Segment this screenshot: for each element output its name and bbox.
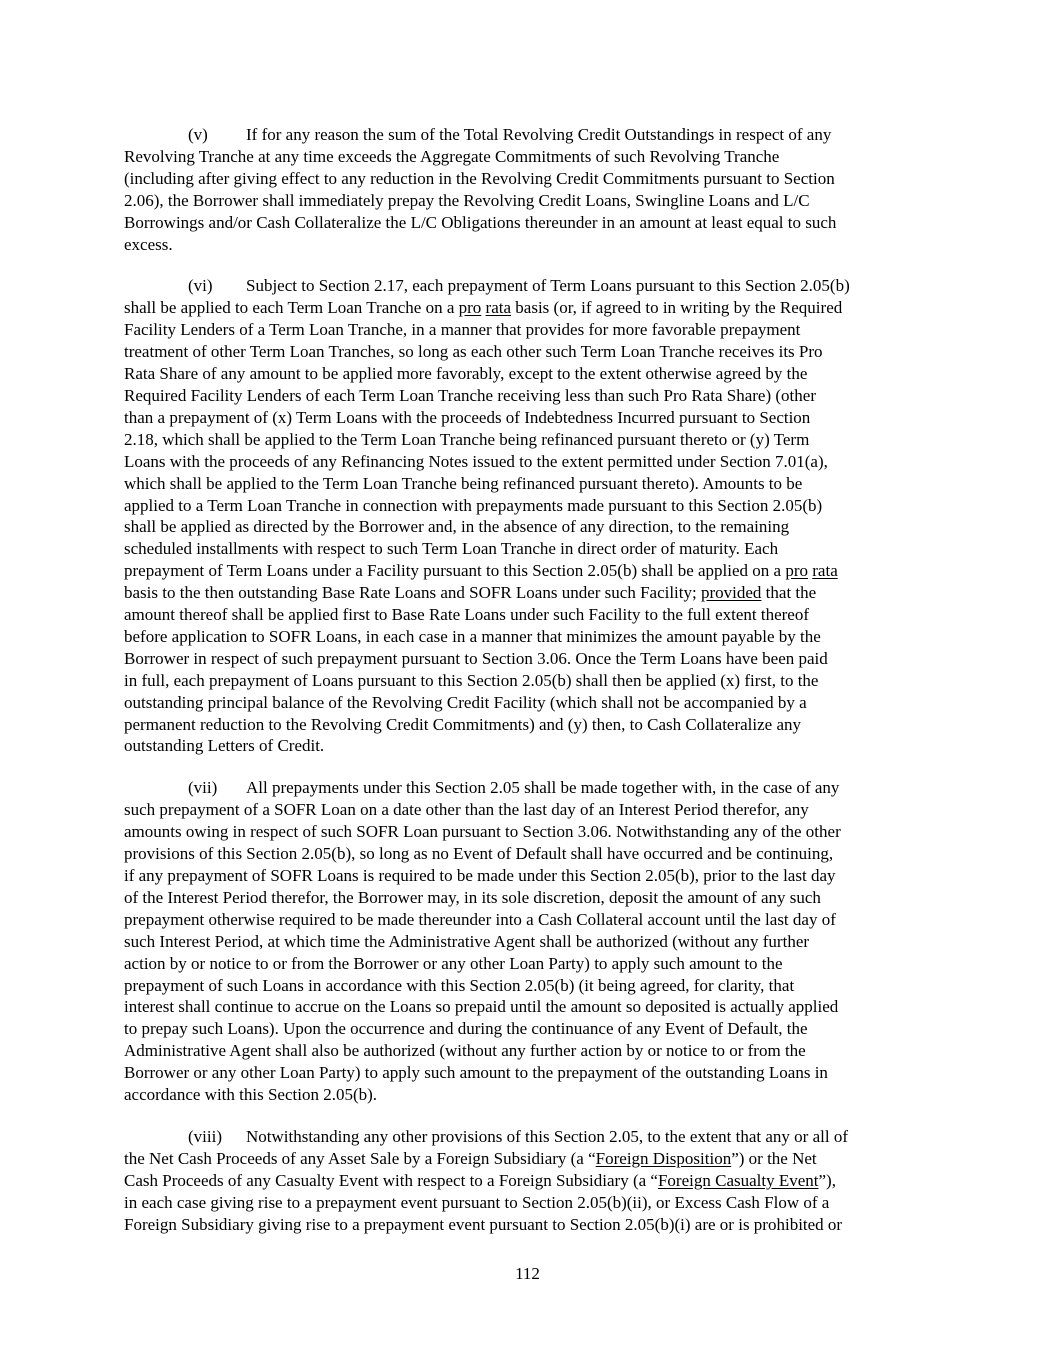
paragraph-line: such Interest Period, at which time the Administrative Agent shall be authorized (without any further	[124, 931, 810, 951]
paragraph-line: Borrower in respect of such prepayment pursuant to Section 3.06. Once the Term Loans have been paid	[124, 648, 828, 668]
paragraph-line: Cash Proceeds of any Casualty Event with respect to a Foreign Subsidiary (a “Foreign Casualty Event”),	[124, 1170, 836, 1190]
paragraph-number: (viii)	[188, 1126, 222, 1146]
paragraph-line: 2.06), the Borrower shall immediately prepay the Revolving Credit Loans, Swingline Loans and L/C	[124, 190, 810, 210]
paragraph-line: Facility Lenders of a Term Loan Tranche, in a manner that provides for more favorable prepayment	[124, 320, 801, 340]
paragraph-line: which shall be applied to the Term Loan Tranche being refinanced pursuant thereto). Amounts to be	[124, 473, 803, 493]
underlined-term: rata	[485, 298, 512, 318]
paragraph-line: Borrowings and/or Cash Collateralize the L/C Obligations thereunder in an amount at least equal to such	[124, 212, 837, 232]
paragraph-line: amount thereof shall be applied first to Base Rate Loans under such Facility to the full extent thereof	[124, 605, 809, 625]
paragraph-line: in full, each prepayment of Loans pursuant to this Section 2.05(b) shall then be applied (x) first, to the	[124, 670, 819, 690]
paragraph-line: (vii) All prepayments under this Section 2.05 shall be made together with, in the case of any	[188, 778, 840, 798]
paragraph-line: prepayment of such Loans in accordance with this Section 2.05(b) (it being agreed, for clarity, that	[124, 975, 795, 995]
underlined-term: rata	[812, 561, 838, 581]
paragraph-v	[124, 124, 932, 255]
paragraph-vii	[124, 777, 932, 1106]
paragraph-line: such prepayment of a SOFR Loan on a date other than the last day of an Interest Period therefor, any	[124, 800, 809, 820]
paragraph-line: treatment of other Term Loan Tranches, so long as each other such Term Loan Tranche receives its Pro	[124, 342, 823, 362]
paragraph-line: Revolving Tranche at any time exceeds the Aggregate Commitments of such Revolving Tranche	[124, 146, 780, 166]
underlined-term: pro	[458, 298, 482, 318]
paragraph-line: 2.18, which shall be applied to the Term Loan Tranche being refinanced pursuant thereto or (y) Term	[124, 429, 810, 449]
paragraph-line: provisions of this Section 2.05(b), so long as no Event of Default shall have occurred and be continuing,	[124, 844, 834, 864]
paragraph-line: (vi) Subject to Section 2.17, each prepayment of Term Loans pursuant to this Section 2.05(b)	[188, 276, 850, 296]
paragraph-line: of the Interest Period therefor, the Borrower may, in its sole discretion, deposit the amount of any such	[124, 887, 821, 907]
paragraph-line: before application to SOFR Loans, in each case in a manner that minimizes the amount payable by the	[124, 626, 821, 646]
document-page	[124, 124, 932, 1256]
defined-term: Foreign Casualty Event	[657, 1170, 819, 1190]
paragraph-line: shall be applied to each Term Loan Tranche on a pro rata basis (or, if agreed to in writing by the Required	[124, 298, 843, 318]
paragraph-line: Rata Share of any amount to be applied more favorably, except to the extent otherwise agreed by the	[124, 364, 808, 384]
paragraph-line: interest shall continue to accrue on the Loans so prepaid until the amount so deposited is actually applied	[124, 997, 839, 1017]
paragraph-line: permanent reduction to the Revolving Credit Commitments) and (y) then, to Cash Collateralize any	[124, 714, 802, 734]
paragraph-line: than a prepayment of (x) Term Loans with the proceeds of Indebtedness Incurred pursuant to Section	[124, 407, 811, 427]
paragraph-viii	[124, 1126, 932, 1236]
paragraph-line: applied to a Term Loan Tranche in connection with prepayments made pursuant to this Section 2.05(b)	[124, 495, 823, 515]
paragraph-line: prepayment otherwise required to be made thereunder into a Cash Collateral account until the last day of	[124, 909, 836, 929]
paragraph-line: shall be applied as directed by the Borrower and, in the absence of any direction, to the remaining	[124, 517, 790, 537]
paragraph-line: amounts owing in respect of such SOFR Loan pursuant to Section 3.06. Notwithstanding any of the other	[124, 822, 841, 842]
paragraph-line: the Net Cash Proceeds of any Asset Sale by a Foreign Subsidiary (a “Foreign Disposition”) or the Net	[124, 1148, 817, 1168]
paragraph-number: (vii)	[188, 778, 218, 798]
paragraph-line: Loans with the proceeds of any Refinancing Notes issued to the extent permitted under Section 7.01(a),	[124, 451, 828, 471]
paragraph-line: basis to the then outstanding Base Rate Loans and SOFR Loans under such Facility; provided that the	[124, 583, 817, 603]
paragraph-line: Administrative Agent shall also be authorized (without any further action by or notice to or from the	[124, 1041, 806, 1061]
paragraph-line: in each case giving rise to a prepayment event pursuant to Section 2.05(b)(ii), or Excess Cash Flow of a	[124, 1192, 830, 1212]
paragraph-number: (v)	[188, 125, 208, 144]
paragraph-line: outstanding principal balance of the Revolving Credit Facility (which shall not be accompanied by a	[124, 692, 807, 712]
paragraph-line: Foreign Subsidiary giving rise to a prepayment event pursuant to Section 2.05(b)(i) are or is prohibited or	[124, 1214, 843, 1234]
paragraph-line: excess.	[124, 234, 173, 254]
page-number: 112	[515, 1264, 540, 1283]
defined-term: Foreign Disposition	[595, 1148, 732, 1168]
underlined-term: provided	[700, 583, 762, 603]
paragraph-line: to prepay such Loans). Upon the occurrence and during the continuance of any Event of Default, the	[124, 1019, 808, 1039]
paragraph-line: action by or notice to or from the Borrower or any other Loan Party) to apply such amount to the	[124, 953, 783, 973]
paragraph-line: (viii) Notwithstanding any other provisions of this Section 2.05, to the extent that any or all of	[188, 1126, 848, 1146]
paragraph-line: Borrower or any other Loan Party) to apply such amount to the prepayment of the outstanding Loans in	[124, 1063, 828, 1083]
paragraph-number: (vi)	[188, 276, 213, 296]
paragraph-line: Required Facility Lenders of each Term Loan Tranche receiving less than such Pro Rata Share) (other	[124, 385, 816, 405]
paragraph-line: outstanding Letters of Credit.	[124, 736, 325, 756]
paragraph-line: (including after giving effect to any reduction in the Revolving Credit Commitments pursuant to Section	[124, 168, 835, 188]
paragraph-line: if any prepayment of SOFR Loans is required to be made under this Section 2.05(b), prior to the last day	[124, 866, 836, 885]
paragraph-line: (v) If for any reason the sum of the Total Revolving Credit Outstandings in respect of any	[188, 125, 832, 144]
paragraph-vi	[124, 275, 932, 757]
underlined-term: pro	[785, 561, 809, 581]
paragraph-line: scheduled installments with respect to such Term Loan Tranche in direct order of maturity. Each	[124, 539, 779, 559]
paragraph-line: accordance with this Section 2.05(b).	[124, 1085, 378, 1105]
paragraph-line: prepayment of Term Loans under a Facility pursuant to this Section 2.05(b) shall be applied on a pro rata	[124, 561, 838, 581]
